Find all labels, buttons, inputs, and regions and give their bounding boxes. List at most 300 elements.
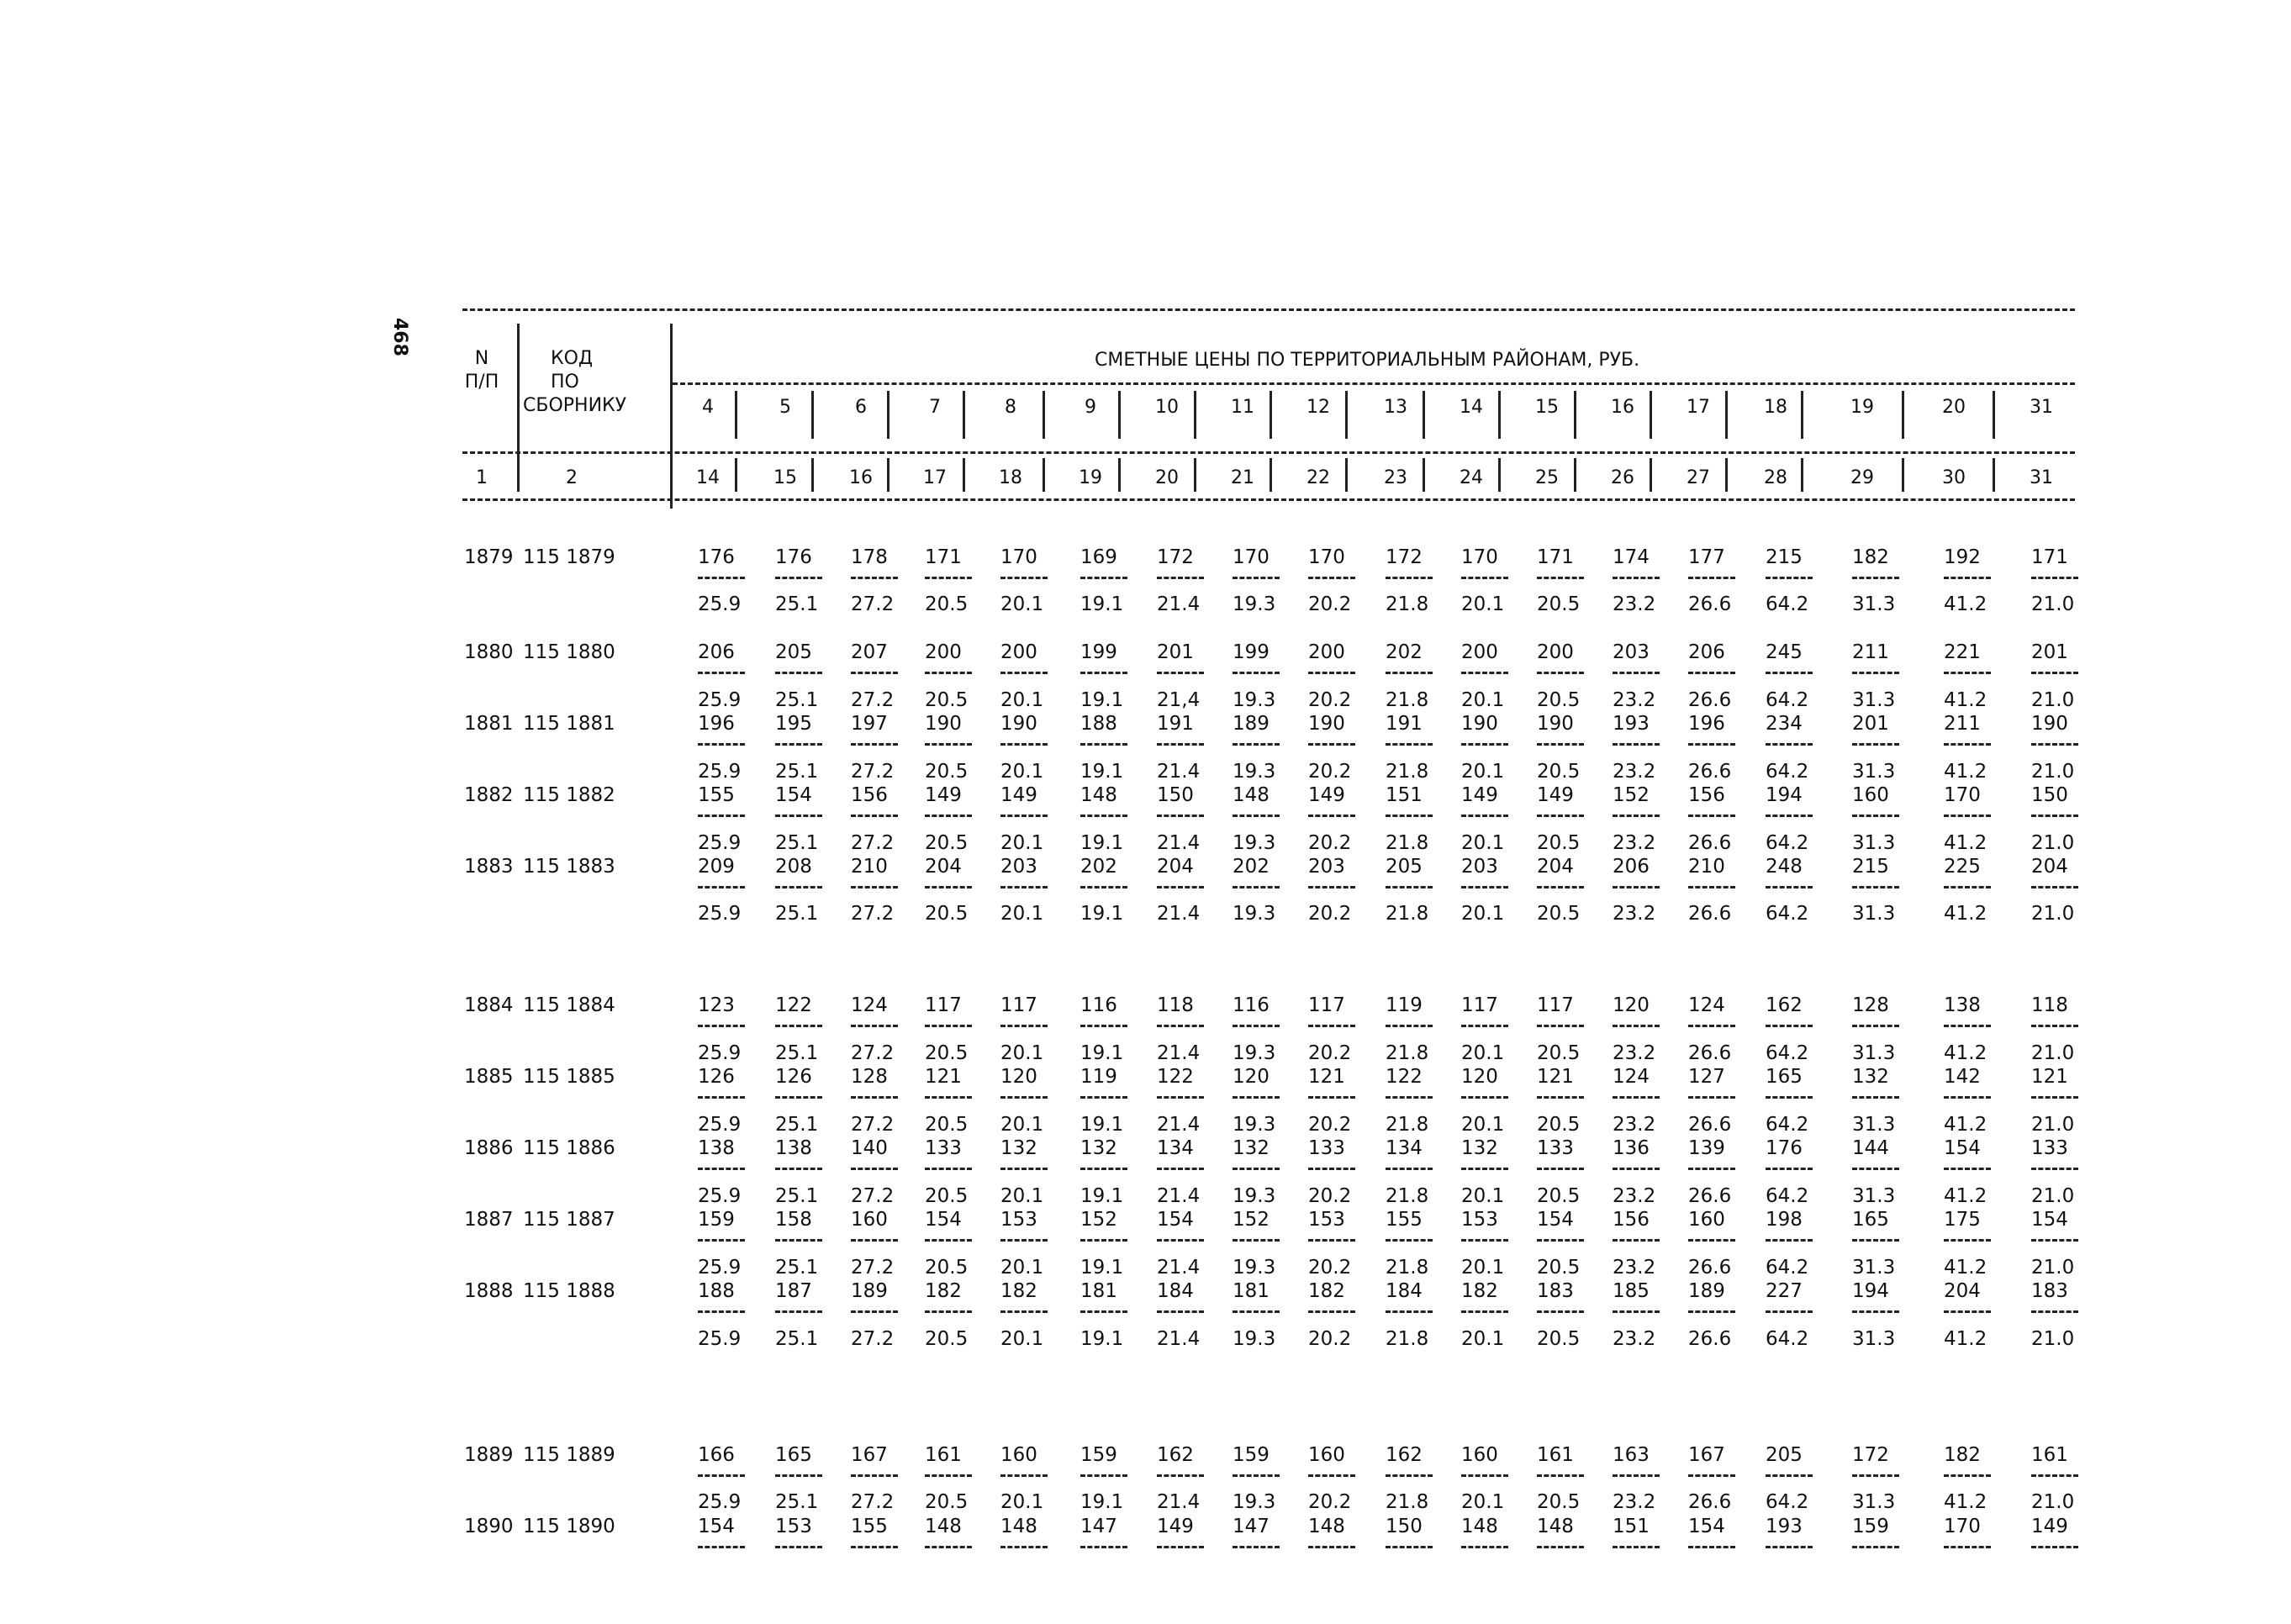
- price-cell: 154: [698, 1516, 735, 1537]
- wage-cell: 25.9: [698, 1042, 742, 1064]
- row-code: 115 1882: [523, 784, 615, 806]
- price-cell: 211: [1852, 641, 1889, 663]
- fraction-line: [1537, 1546, 1584, 1548]
- wage-cell: 31.3: [1852, 903, 1896, 925]
- price-cell: 148: [1000, 1516, 1037, 1537]
- price-cell: 205: [1386, 856, 1423, 878]
- fraction-line: [775, 1168, 822, 1170]
- wage-cell: 21.4: [1157, 903, 1201, 925]
- row-number: 1885: [464, 1066, 514, 1088]
- wage-cell: 26.6: [1688, 1491, 1732, 1513]
- fraction-line: [1386, 1310, 1433, 1313]
- wage-cell: 26.6: [1688, 1257, 1732, 1279]
- header-title-rule: [673, 382, 2075, 385]
- price-cell: 161: [925, 1444, 962, 1466]
- district-number: 16: [1611, 397, 1634, 418]
- fraction-line: [1233, 1474, 1280, 1477]
- wage-cell: 20.5: [925, 1328, 969, 1350]
- wage-cell: 41.2: [1944, 761, 1987, 783]
- wage-cell: 26.6: [1688, 1042, 1732, 1064]
- fraction-line: [1944, 1546, 1991, 1548]
- column-divider: [1725, 458, 1728, 492]
- price-cell: 182: [1461, 1280, 1498, 1302]
- wage-cell: 25.9: [698, 1114, 742, 1136]
- wage-cell: 21.0: [2031, 593, 2075, 615]
- fraction-line: [1157, 1310, 1204, 1313]
- column-divider: [963, 391, 965, 439]
- wage-cell: 20.5: [925, 1042, 969, 1064]
- wage-cell: 27.2: [851, 593, 895, 615]
- wage-cell: 20.5: [1537, 903, 1581, 925]
- wage-cell: 27.2: [851, 1257, 895, 1279]
- price-cell: 191: [1386, 713, 1423, 735]
- price-cell: 171: [1537, 546, 1574, 568]
- price-cell: 159: [1233, 1444, 1270, 1466]
- price-cell: 196: [698, 713, 735, 735]
- fraction-line: [775, 815, 822, 817]
- fraction-line: [1157, 577, 1204, 579]
- price-cell: 201: [1852, 713, 1889, 735]
- wage-cell: 25.1: [775, 689, 819, 711]
- price-cell: 154: [925, 1209, 962, 1231]
- price-cell: 123: [698, 994, 735, 1016]
- index-cell: 18: [999, 467, 1022, 488]
- wage-cell: 21.4: [1157, 832, 1201, 854]
- fraction-line: [1461, 577, 1508, 579]
- price-cell: 183: [1537, 1280, 1574, 1302]
- fraction-line: [1944, 815, 1991, 817]
- row-number: 1889: [464, 1444, 514, 1466]
- fraction-line: [1308, 1096, 1355, 1099]
- fraction-line: [1000, 1239, 1048, 1242]
- wage-cell: 21.8: [1386, 1328, 1429, 1350]
- price-cell: 161: [1537, 1444, 1574, 1466]
- wage-cell: 20.5: [925, 1491, 969, 1513]
- fraction-line: [1080, 1239, 1127, 1242]
- price-cell: 170: [1000, 546, 1037, 568]
- fraction-line: [1000, 1310, 1048, 1313]
- row-code: 115 1889: [523, 1444, 615, 1466]
- column-divider: [1574, 391, 1576, 439]
- price-cell: 210: [1688, 856, 1725, 878]
- wage-cell: 20.2: [1308, 689, 1352, 711]
- price-cell: 176: [775, 546, 812, 568]
- wage-cell: 41.2: [1944, 593, 1987, 615]
- row-number: 1886: [464, 1137, 514, 1159]
- wage-cell: 25.1: [775, 1328, 819, 1350]
- price-cell: 205: [775, 641, 812, 663]
- fraction-line: [1537, 672, 1584, 674]
- price-cell: 202: [1080, 856, 1117, 878]
- page-number: 468: [389, 318, 410, 356]
- index-cell: 28: [1764, 467, 1787, 488]
- price-cell: 159: [698, 1209, 735, 1231]
- price-cell: 127: [1688, 1066, 1725, 1088]
- column-divider: [1498, 391, 1501, 439]
- wage-cell: 20.1: [1461, 761, 1505, 783]
- price-cell: 188: [1080, 713, 1117, 735]
- price-cell: 162: [1386, 1444, 1423, 1466]
- price-cell: 148: [1537, 1516, 1574, 1537]
- fraction-line: [1157, 1239, 1204, 1242]
- district-number: 19: [1850, 397, 1874, 418]
- wage-cell: 23.2: [1613, 761, 1656, 783]
- column-divider: [1345, 458, 1348, 492]
- fraction-line: [925, 815, 972, 817]
- price-cell: 119: [1386, 994, 1423, 1016]
- wage-cell: 23.2: [1613, 903, 1656, 925]
- wage-cell: 27.2: [851, 1185, 895, 1207]
- price-cell: 210: [851, 856, 888, 878]
- column-divider: [1118, 391, 1121, 439]
- fraction-line: [1944, 743, 1991, 746]
- wage-cell: 19.3: [1233, 593, 1276, 615]
- price-cell: 154: [775, 784, 812, 806]
- wage-cell: 20.1: [1461, 1491, 1505, 1513]
- wage-cell: 20.5: [1537, 1042, 1581, 1064]
- wage-cell: 21.8: [1386, 689, 1429, 711]
- fraction-line: [925, 1546, 972, 1548]
- price-cell: 165: [1852, 1209, 1889, 1231]
- price-cell: 182: [1308, 1280, 1345, 1302]
- price-cell: 190: [1461, 713, 1498, 735]
- fraction-line: [1308, 1239, 1355, 1242]
- price-cell: 133: [2031, 1137, 2068, 1159]
- index-cell: 17: [923, 467, 947, 488]
- fraction-line: [851, 815, 898, 817]
- fraction-line: [775, 577, 822, 579]
- price-cell: 117: [1537, 994, 1574, 1016]
- price-cell: 148: [1233, 784, 1270, 806]
- fraction-line: [775, 1239, 822, 1242]
- wage-cell: 20.5: [1537, 593, 1581, 615]
- header-code-label: СБОРНИКУ: [523, 395, 627, 416]
- fraction-line: [1537, 1168, 1584, 1170]
- header-code-label: ПО: [551, 372, 579, 393]
- index-cell: 29: [1850, 467, 1874, 488]
- price-cell: 158: [775, 1209, 812, 1231]
- fraction-line: [1233, 577, 1280, 579]
- fraction-line: [1537, 886, 1584, 888]
- fraction-line: [1766, 1025, 1813, 1027]
- price-cell: 155: [698, 784, 735, 806]
- price-cell: 190: [2031, 713, 2068, 735]
- wage-cell: 31.3: [1852, 1491, 1896, 1513]
- wage-cell: 20.1: [1461, 1257, 1505, 1279]
- fraction-line: [1461, 1310, 1508, 1313]
- price-cell: 121: [2031, 1066, 2068, 1088]
- wage-cell: 21.4: [1157, 1114, 1201, 1136]
- price-cell: 172: [1157, 546, 1194, 568]
- header-top-rule: [462, 308, 2075, 311]
- fraction-line: [1386, 672, 1433, 674]
- wage-cell: 31.3: [1852, 689, 1896, 711]
- fraction-line: [1537, 1474, 1584, 1477]
- wage-cell: 21.8: [1386, 1114, 1429, 1136]
- price-cell: 184: [1157, 1280, 1194, 1302]
- fraction-line: [1537, 1310, 1584, 1313]
- price-cell: 200: [1461, 641, 1498, 663]
- fraction-line: [698, 1474, 745, 1477]
- price-cell: 124: [851, 994, 888, 1016]
- price-cell: 153: [1308, 1209, 1345, 1231]
- price-cell: 176: [1766, 1137, 1803, 1159]
- wage-cell: 20.1: [1461, 593, 1505, 615]
- fraction-line: [1944, 1096, 1991, 1099]
- price-cell: 170: [1461, 546, 1498, 568]
- index-cell: 27: [1687, 467, 1710, 488]
- wage-cell: 25.1: [775, 1491, 819, 1513]
- wage-cell: 20.1: [1000, 832, 1044, 854]
- wage-cell: 19.1: [1080, 832, 1124, 854]
- fraction-line: [851, 1096, 898, 1099]
- price-cell: 178: [851, 546, 888, 568]
- price-cell: 149: [1537, 784, 1574, 806]
- wage-cell: 41.2: [1944, 1042, 1987, 1064]
- fraction-line: [925, 743, 972, 746]
- wage-cell: 20.2: [1308, 1185, 1352, 1207]
- wage-cell: 21,4: [1157, 689, 1201, 711]
- fraction-line: [1157, 1168, 1204, 1170]
- price-cell: 156: [851, 784, 888, 806]
- wage-cell: 21.4: [1157, 1042, 1201, 1064]
- wage-cell: 20.1: [1461, 1042, 1505, 1064]
- price-cell: 133: [1308, 1137, 1345, 1159]
- wage-cell: 27.2: [851, 832, 895, 854]
- wage-cell: 21.8: [1386, 761, 1429, 783]
- fraction-line: [1080, 577, 1127, 579]
- index-cell: 31: [2030, 467, 2053, 488]
- price-cell: 160: [1852, 784, 1889, 806]
- price-cell: 190: [925, 713, 962, 735]
- column-divider: [963, 458, 965, 492]
- fraction-line: [1461, 1474, 1508, 1477]
- price-cell: 147: [1080, 1516, 1117, 1537]
- wage-cell: 19.3: [1233, 1257, 1276, 1279]
- wage-cell: 25.1: [775, 1185, 819, 1207]
- fraction-line: [925, 1239, 972, 1242]
- wage-cell: 64.2: [1766, 1042, 1809, 1064]
- wage-cell: 23.2: [1613, 689, 1656, 711]
- wage-cell: 41.2: [1944, 1114, 1987, 1136]
- wage-cell: 20.1: [1461, 1328, 1505, 1350]
- fraction-line: [1944, 1310, 1991, 1313]
- district-number: 9: [1085, 397, 1096, 418]
- price-cell: 116: [1080, 994, 1117, 1016]
- price-cell: 160: [1688, 1209, 1725, 1231]
- price-cell: 176: [698, 546, 735, 568]
- price-cell: 132: [1461, 1137, 1498, 1159]
- fraction-line: [2031, 577, 2078, 579]
- price-cell: 190: [1308, 713, 1345, 735]
- fraction-line: [1852, 672, 1899, 674]
- fraction-line: [1613, 1239, 1660, 1242]
- fraction-line: [1461, 672, 1508, 674]
- fraction-line: [1080, 1310, 1127, 1313]
- price-cell: 122: [1386, 1066, 1423, 1088]
- wage-cell: 41.2: [1944, 1257, 1987, 1279]
- price-cell: 118: [1157, 994, 1194, 1016]
- fraction-line: [1308, 815, 1355, 817]
- wage-cell: 19.1: [1080, 903, 1124, 925]
- price-cell: 155: [851, 1516, 888, 1537]
- price-cell: 197: [851, 713, 888, 735]
- fraction-line: [2031, 1310, 2078, 1313]
- wage-cell: 26.6: [1688, 1114, 1732, 1136]
- fraction-line: [1233, 1546, 1280, 1548]
- wage-cell: 21.0: [2031, 832, 2075, 854]
- column-divider: [1270, 391, 1272, 439]
- price-cell: 185: [1613, 1280, 1650, 1302]
- row-number: 1887: [464, 1209, 514, 1231]
- price-cell: 163: [1613, 1444, 1650, 1466]
- fraction-line: [698, 815, 745, 817]
- wage-cell: 31.3: [1852, 1257, 1896, 1279]
- wage-cell: 23.2: [1613, 1491, 1656, 1513]
- wage-cell: 23.2: [1613, 1328, 1656, 1350]
- index-cell: 21: [1231, 467, 1254, 488]
- wage-cell: 64.2: [1766, 1328, 1809, 1350]
- wage-cell: 27.2: [851, 1042, 895, 1064]
- wage-cell: 21.4: [1157, 593, 1201, 615]
- fraction-line: [775, 1310, 822, 1313]
- price-cell: 156: [1688, 784, 1725, 806]
- district-number: 11: [1231, 397, 1254, 418]
- column-divider: [1270, 458, 1272, 492]
- fraction-line: [2031, 1239, 2078, 1242]
- wage-cell: 41.2: [1944, 1185, 1987, 1207]
- fraction-line: [1000, 1096, 1048, 1099]
- district-number: 17: [1687, 397, 1710, 418]
- price-cell: 182: [1944, 1444, 1981, 1466]
- price-cell: 124: [1613, 1066, 1650, 1088]
- row-number: 1888: [464, 1280, 514, 1302]
- fraction-line: [1766, 672, 1813, 674]
- wage-cell: 20.1: [1000, 903, 1044, 925]
- price-cell: 153: [1461, 1209, 1498, 1231]
- price-cell: 177: [1688, 546, 1725, 568]
- column-divider: [887, 458, 889, 492]
- wage-cell: 23.2: [1613, 1114, 1656, 1136]
- price-cell: 152: [1080, 1209, 1117, 1231]
- fraction-line: [698, 743, 745, 746]
- price-cell: 167: [851, 1444, 888, 1466]
- fraction-line: [1613, 1546, 1660, 1548]
- fraction-line: [1157, 1474, 1204, 1477]
- price-cell: 149: [2031, 1516, 2068, 1537]
- wage-cell: 25.9: [698, 832, 742, 854]
- wage-cell: 20.2: [1308, 832, 1352, 854]
- fraction-line: [925, 1168, 972, 1170]
- row-code: 115 1888: [523, 1280, 615, 1302]
- fraction-line: [1308, 886, 1355, 888]
- fraction-line: [1386, 1239, 1433, 1242]
- price-cell: 128: [1852, 994, 1889, 1016]
- price-cell: 225: [1944, 856, 1981, 878]
- wage-cell: 64.2: [1766, 1257, 1809, 1279]
- price-cell: 148: [1461, 1516, 1498, 1537]
- wage-cell: 27.2: [851, 903, 895, 925]
- price-cell: 148: [925, 1516, 962, 1537]
- fraction-line: [1233, 1239, 1280, 1242]
- wage-cell: 25.9: [698, 1257, 742, 1279]
- price-cell: 121: [1537, 1066, 1574, 1088]
- fraction-line: [1852, 743, 1899, 746]
- column-divider: [1993, 391, 1995, 439]
- fraction-line: [1157, 743, 1204, 746]
- price-cell: 116: [1233, 994, 1270, 1016]
- wage-cell: 20.5: [1537, 761, 1581, 783]
- fraction-line: [1000, 886, 1048, 888]
- wage-cell: 31.3: [1852, 593, 1896, 615]
- price-cell: 132: [1233, 1137, 1270, 1159]
- price-cell: 189: [1233, 713, 1270, 735]
- price-cell: 152: [1233, 1209, 1270, 1231]
- fraction-line: [1233, 886, 1280, 888]
- price-cell: 148: [1080, 784, 1117, 806]
- price-cell: 117: [925, 994, 962, 1016]
- price-cell: 181: [1080, 1280, 1117, 1302]
- fraction-line: [1944, 672, 1991, 674]
- fraction-line: [1766, 1310, 1813, 1313]
- price-cell: 215: [1852, 856, 1889, 878]
- fraction-line: [1766, 743, 1813, 746]
- price-cell: 122: [775, 994, 812, 1016]
- fraction-line: [1233, 1096, 1280, 1099]
- wage-cell: 20.2: [1308, 761, 1352, 783]
- header-vertical-rule: [517, 324, 520, 492]
- price-cell: 154: [1688, 1516, 1725, 1537]
- price-cell: 149: [1000, 784, 1037, 806]
- fraction-line: [1852, 1096, 1899, 1099]
- fraction-line: [1308, 1025, 1355, 1027]
- price-cell: 132: [1852, 1066, 1889, 1088]
- fraction-line: [1157, 1546, 1204, 1548]
- header-mid-rule: [462, 451, 2075, 454]
- price-cell: 193: [1766, 1516, 1803, 1537]
- fraction-line: [1233, 1310, 1280, 1313]
- wage-cell: 20.1: [1000, 593, 1044, 615]
- price-cell: 117: [1461, 994, 1498, 1016]
- price-cell: 151: [1386, 784, 1423, 806]
- index-cell: 22: [1307, 467, 1330, 488]
- fraction-line: [1461, 1546, 1508, 1548]
- district-number: 20: [1942, 397, 1966, 418]
- column-divider: [1993, 458, 1995, 492]
- price-cell: 140: [851, 1137, 888, 1159]
- wage-cell: 20.5: [925, 1114, 969, 1136]
- wage-cell: 23.2: [1613, 1257, 1656, 1279]
- column-divider: [1574, 458, 1576, 492]
- wage-cell: 20.5: [925, 1257, 969, 1279]
- price-cell: 211: [1944, 713, 1981, 735]
- fraction-line: [1688, 1474, 1735, 1477]
- index-cell: 19: [1079, 467, 1102, 488]
- wage-cell: 21.4: [1157, 1257, 1201, 1279]
- fraction-line: [1688, 886, 1735, 888]
- district-number: 18: [1764, 397, 1787, 418]
- fraction-line: [1766, 577, 1813, 579]
- price-cell: 203: [1000, 856, 1037, 878]
- index-cell: 2: [566, 467, 578, 488]
- fraction-line: [1386, 1546, 1433, 1548]
- wage-cell: 20.1: [1461, 832, 1505, 854]
- fraction-line: [1000, 743, 1048, 746]
- district-number: 10: [1155, 397, 1179, 418]
- price-cell: 133: [925, 1137, 962, 1159]
- price-cell: 150: [1157, 784, 1194, 806]
- column-divider: [1650, 458, 1652, 492]
